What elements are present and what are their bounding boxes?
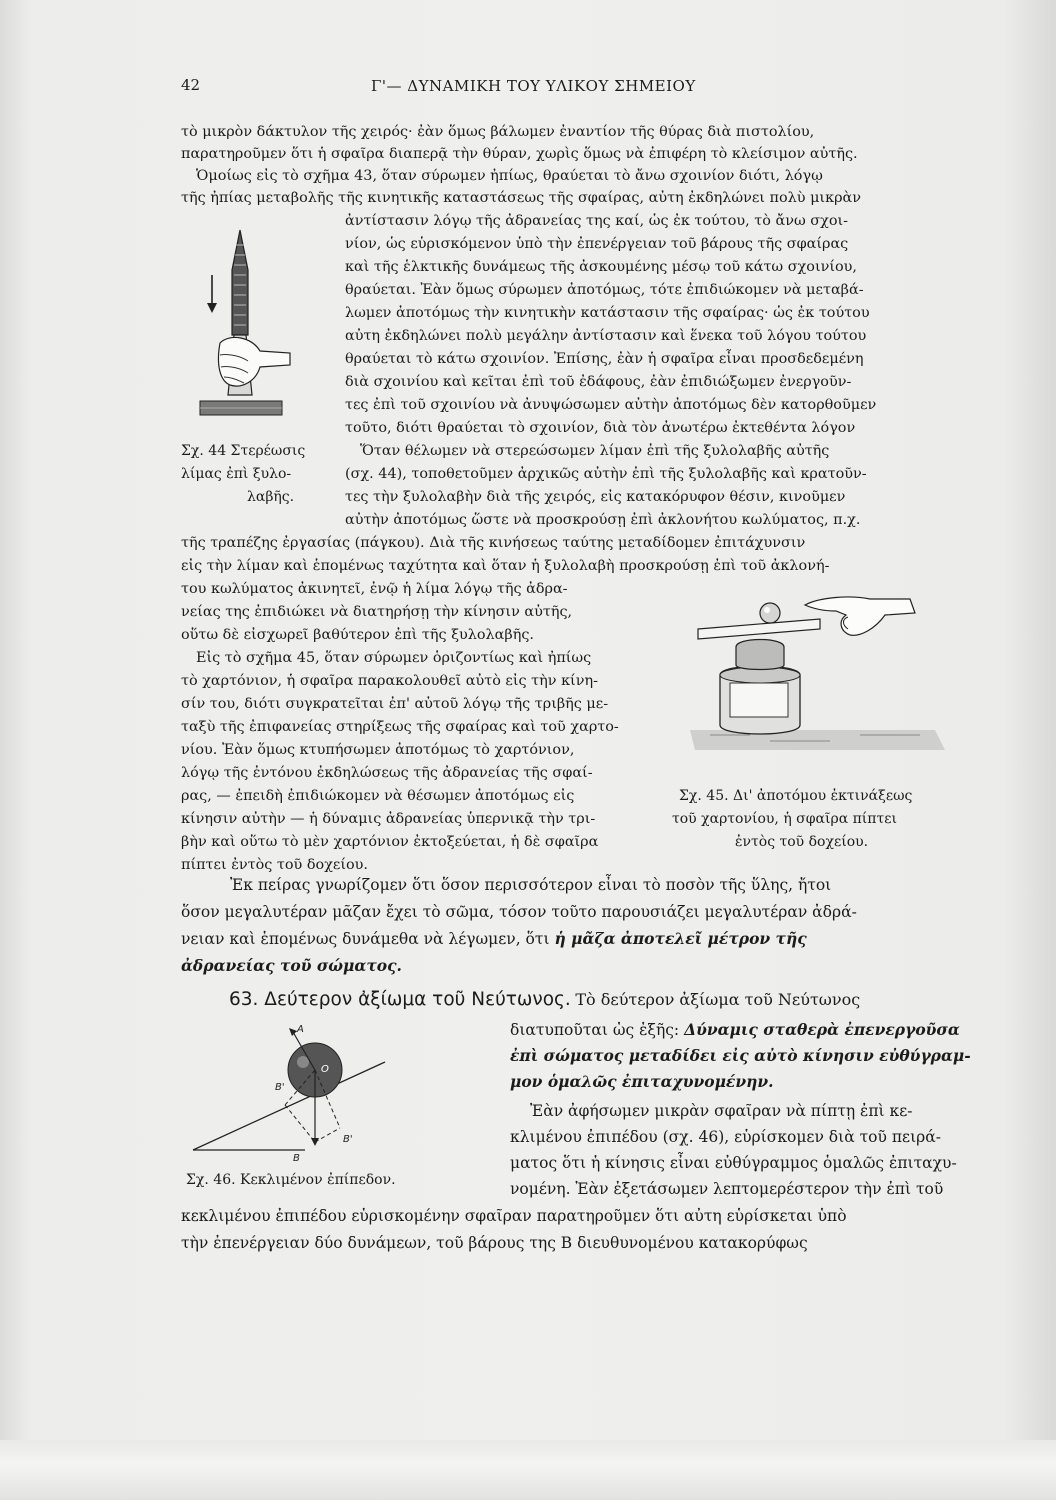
body-line: διὰ σχοινίου καὶ κεῖται ἐπὶ τοῦ ἐδάφους, ἐὰν ἐπιδιώξωμεν ἐνεργοῦν- bbox=[345, 374, 852, 390]
label-B-prime-right: B' bbox=[343, 1134, 353, 1145]
body-line: Ὅταν θέλωμεν νὰ στερεώσωμεν λίμαν ἐπὶ τῆς ξυλολαβῆς αὐτῆς bbox=[360, 443, 830, 459]
body-line: ταξὺ τῆς ἐπιφανείας στηρίξεως τῆς σφαίρας καὶ τοῦ χαρτο- bbox=[181, 719, 619, 735]
body-line: οὕτω δὲ εἰσχωρεῖ βαθύτερον ἐπὶ τῆς ξυλολαβῆς. bbox=[181, 627, 534, 643]
section-63-line: ματος ὅτι ἡ κίνησις εἶναι εὐθύγραμμος ὁμαλῶς ἐπιταχυ- bbox=[510, 1154, 957, 1172]
fig46-caption: Σχ. 46. Κεκλιμένον ἐπίπεδον. bbox=[186, 1172, 396, 1188]
body-line: τῆς ἠπίας μεταβολῆς τῆς κινητικῆς καταστάσεως τῆς σφαίρας, αὐτη ἐκδηλώνει πολὺ μικρὰν bbox=[181, 190, 861, 206]
body-line: (σχ. 44), τοποθετοῦμεν ἀρχικῶς αὐτὴν ἐπὶ τῆς ξυλολαβῆς καὶ κρατοῦν- bbox=[345, 466, 867, 482]
emphasis-inertia: ἀδρανείας τοῦ σώματος. bbox=[181, 956, 402, 975]
body-line: Ὁμοίως εἰς τὸ σχῆμα 43, ὅταν σύρωμεν ἠπίως, θραύεται τὸ ἄνω σχοινίον διότι, λόγῳ bbox=[196, 168, 823, 184]
body-line: βὴν καὶ οὕτω τὸ μὲν χαρτόνιον ἐκτοξεύεται, ἡ δὲ σφαῖρα bbox=[181, 834, 599, 850]
body-line: καὶ τῆς ἑλκτικῆς δυνάμεως τῆς ἀσκουμένης μέσῳ τοῦ κάτω σχοινίου, bbox=[345, 259, 857, 275]
body-line: σίν του, διότι συγκρατεῖται ἐπ' αὐτοῦ λόγῳ τῆς τριβῆς με- bbox=[181, 696, 609, 712]
newton-law-text: Δύναμις σταθερὰ ἐπενεργοῦσα bbox=[684, 1020, 960, 1039]
running-title: Γ'— ΔΥΝΑΜΙΚΗ ΤΟΥ ΥΛΙΚΟΥ ΣΗΜΕΙΟΥ bbox=[371, 77, 696, 95]
body-line: ὅσον μεγαλυτέραν μᾶζαν ἔχει τὸ σῶμα, τόσον τοῦτο παρουσιάζει μεγαλυτέραν ἀδρά- bbox=[181, 903, 857, 921]
newton-law-text: μον ὁμαλῶς ἐπιταχυνομένην. bbox=[510, 1072, 774, 1091]
body-line: νειαν καὶ ἑπομένως δυνάμεθα νὰ λέγωμεν, ὅτι bbox=[181, 930, 550, 948]
body-line: ἀντίστασιν λόγῳ τῆς ἀδρανείας της καί, ὡς ἐκ τούτου, τὸ ἄνω σχοι- bbox=[345, 213, 848, 229]
fig45-caption-line: ἐντὸς τοῦ δοχείου. bbox=[735, 834, 869, 850]
section-63-line: Ἐὰν ἀφήσωμεν μικρὰν σφαῖραν νὰ πίπτῃ ἐπὶ κε- bbox=[530, 1102, 913, 1120]
section-63-line: νομένη. Ἐὰν ἐξετάσωμεν λεπτομερέστερον τὴν ἐπὶ τοῦ bbox=[510, 1180, 944, 1198]
label-A: A bbox=[297, 1024, 304, 1035]
body-line: εἰς τὴν λίμαν καὶ ἑπομένως ταχύτητα καὶ ὅταν ἡ ξυλολαβὴ προσκρούσῃ ἐπὶ τοῦ ἀκλονή- bbox=[181, 558, 830, 574]
body-line: τῆς τραπέζης ἐργασίας (πάγκου). Διὰ τῆς κινήσεως ταύτης μεταδίδομεν ἐπιτάχυνσιν bbox=[181, 535, 806, 551]
fig45-caption-line: Σχ. 45. Δι' ἀποτόμου ἐκτινάξεως bbox=[679, 788, 913, 804]
body-line: θραύεται τὸ κάτω σχοινίον. Ἐπίσης, ἐὰν ἡ σφαῖρα εἶναι προσδεδεμένη bbox=[345, 351, 864, 367]
page-fold-edge bbox=[0, 1440, 1056, 1500]
fig44-caption-line: Σχ. 44 Στερέωσις bbox=[181, 443, 306, 459]
body-line: τοῦτο, διότι θραύεται τὸ σχοινίον, διὰ τὸν ἀνωτέρω ἐκτεθέντα λόγον bbox=[345, 420, 856, 436]
label-O: O bbox=[321, 1064, 329, 1075]
body-line: πίπτει ἐντὸς τοῦ δοχείου. bbox=[181, 857, 369, 873]
body-line: αὐτὴν ἀποτόμως ὥστε νὰ προσκρούσῃ ἐπὶ ἀκλονήτου κωλύματος, π.χ. bbox=[345, 512, 861, 528]
figure-46-inclined-plane bbox=[185, 1020, 395, 1165]
label-B-prime-left: B' bbox=[275, 1082, 285, 1093]
fig45-caption-line: τοῦ χαρτονίου, ἡ σφαῖρα πίπτει bbox=[672, 811, 897, 827]
body-line: θραύεται. Ἐὰν ὅμως σύρωμεν ἀποτόμως, τότε ἐπιδιώκομεν νὰ μεταβά- bbox=[345, 282, 864, 298]
page-number: 42 bbox=[181, 76, 201, 94]
body-line: λόγῳ τῆς ἐντόνου ἐκδηλώσεως τῆς ἀδρανείας τῆς σφαί- bbox=[181, 765, 593, 781]
emphasis-mass: ἡ μᾶζα ἀποτελεῖ μέτρον τῆς bbox=[554, 929, 807, 948]
section-63-line: τὴν ἐπενέργειαν δύο δυνάμεων, τοῦ βάρους της Β διευθυνομένου κατακορύφως bbox=[181, 1234, 808, 1252]
section-63-heading: 63. Δεύτερον ἀξίωμα τοῦ Νεύτωνος. bbox=[229, 989, 571, 1010]
body-line: αὐτη ἐκδηλώνει πολὺ μεγάλην ἀντίστασιν καὶ ἕνεκα τοῦ λόγου τούτου bbox=[345, 328, 867, 344]
fig44-caption-line: λαβῆς. bbox=[247, 489, 295, 505]
body-line: λωμεν ἀποτόμως τὴν κινητικὴν κατάστασιν τῆς σφαίρας· ὡς ἐκ τούτου bbox=[345, 305, 870, 321]
body-line: ρας, — ἐπειδὴ ἐπιδιώκομεν νὰ θέσωμεν ἀποτόμως εἰς bbox=[181, 788, 575, 804]
section-63-line: κλιμένου ἐπιπέδου (σχ. 46), εὑρίσκομεν διὰ τοῦ πειρά- bbox=[510, 1128, 941, 1146]
body-line: κίνησιν αὐτὴν — ἡ δύναμις ἀδρανείας ὑπερνικᾷ τὴν τρι- bbox=[181, 811, 596, 827]
body-line: τὸ μικρὸν δάκτυλον τῆς χειρός· ἐὰν ὅμως βάλωμεν ἐναντίον τῆς θύρας διὰ πιστολίου, bbox=[181, 124, 815, 140]
figure-44-file-in-handle bbox=[190, 225, 300, 430]
figure-45-coin-card-jar bbox=[690, 585, 945, 760]
body-line: τὸ χαρτόνιον, ἡ σφαῖρα παρακολουθεῖ αὐτὸ εἰς τὴν κίνη- bbox=[181, 673, 598, 689]
section-63-heading-tail: Τὸ δεύτερον ἀξίωμα τοῦ Νεύτωνος bbox=[575, 990, 861, 1009]
section-63-line: κεκλιμένου ἐπιπέδου εὑρισκομένην σφαῖραν παρατηροῦμεν ὅτι αὐτη εὑρίσκεται ὑπὸ bbox=[181, 1207, 847, 1225]
body-line: τες ἐπὶ τοῦ σχοινίου νὰ ἀνυψώσωμεν αὐτὴν ἀποτόμως δὲν κατορθοῦμεν bbox=[345, 397, 877, 413]
body-line: Ἐκ πείρας γνωρίζομεν ὅτι ὅσον περισσότερον εἶναι τὸ ποσὸν τῆς ὕλης, ἤτοι bbox=[230, 876, 832, 894]
section-63-line: διατυποῦται ὡς ἑξῆς: bbox=[510, 1021, 680, 1039]
fig44-caption-line: λίμας ἐπὶ ξυλο- bbox=[181, 466, 292, 482]
body-line: νίου. Ἐὰν ὅμως κτυπήσωμεν ἀποτόμως τὸ χαρτόνιον, bbox=[181, 742, 575, 758]
body-line: παρατηροῦμεν ὅτι ἡ σφαῖρα διαπερᾷ τὴν θύραν, χωρὶς ὅμως νὰ ἐπιφέρη τὸ κλείσιμον αὐτῆς. bbox=[181, 146, 858, 162]
label-B: B bbox=[293, 1153, 300, 1164]
body-line: νίον, ὡς εὑρισκόμενον ὑπὸ τὴν ἐπενέργειαν τοῦ βάρους τῆς σφαίρας bbox=[345, 236, 849, 252]
body-line: νείας της ἐπιδιώκει νὰ διατηρήσῃ τὴν κίνησιν αὐτῆς, bbox=[181, 604, 573, 620]
body-line: του κωλύματος ἀκινητεῖ, ἐνῷ ἡ λίμα λόγῳ τῆς ἀδρα- bbox=[181, 581, 568, 597]
newton-law-text: ἐπὶ σώματος μεταδίδει εἰς αὐτὸ κίνησιν εὐθύγραμ- bbox=[510, 1046, 971, 1065]
body-line: Εἰς τὸ σχῆμα 45, ὅταν σύρωμεν ὁριζοντίως καὶ ἠπίως bbox=[196, 650, 592, 666]
body-line: τες τὴν ξυλολαβὴν διὰ τῆς χειρός, εἰς κατακόρυφον θέσιν, κινοῦμεν bbox=[345, 489, 846, 505]
